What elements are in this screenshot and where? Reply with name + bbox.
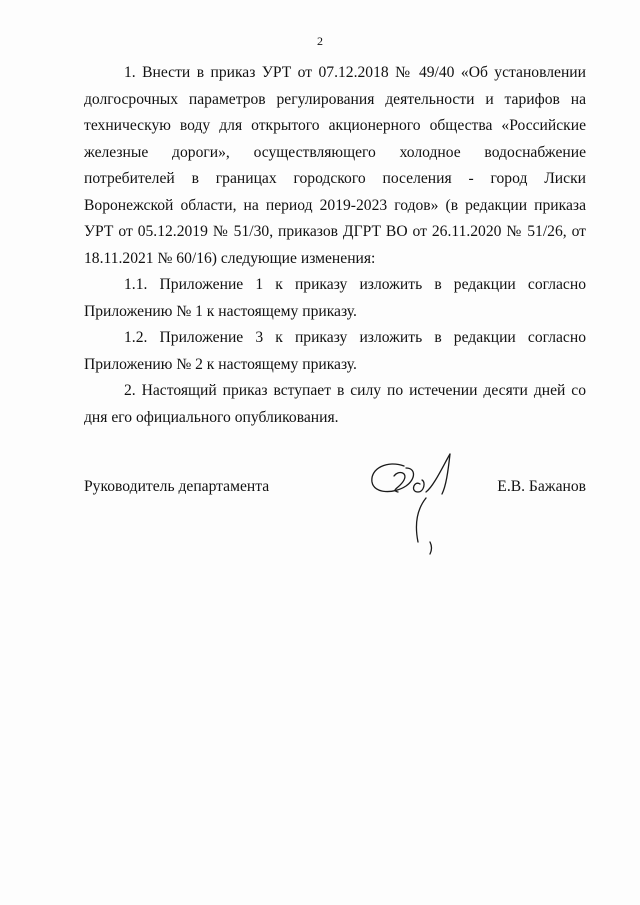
order-body: [84, 60, 586, 431]
handwritten-signature: [364, 446, 464, 558]
paragraph-1-1: 1.1. Приложение 1 к приказу изложить в редакции согласно Приложению № 1 к настоящему приказу.: [84, 276, 586, 320]
signature-block: [84, 478, 586, 508]
paragraph-1: 1. Внести в приказ УРТ от 07.12.2018 № 49/40 «Об установлении долгосрочных параметров регулирования деятельности и тарифов на техническую воду для открытого акционерного общества «Российские железные дороги», осуществляющего холодное водоснабжение потребителей в границах городского поселения - город Лиски Воронежской области, на период 2019-2023 годов» (в редакции приказа УРТ от 05.12.2019 № 51/30, приказов ДГРТ ВО от 26.11.2020 № 51/26, от 18.11.2021 № 60/16) следующие изменения:: [84, 64, 586, 267]
signatory-name: Е.В. Бажанов: [497, 478, 586, 495]
signatory-position: Руководитель департамента: [84, 478, 270, 495]
paragraph-2: 2. Настоящий приказ вступает в силу по истечении десяти дней со дня его официального опубликования.: [84, 382, 586, 426]
page-number: 2: [317, 34, 323, 48]
paragraph-1-2: 1.2. Приложение 3 к приказу изложить в редакции согласно Приложению № 2 к настоящему приказу.: [84, 329, 586, 373]
